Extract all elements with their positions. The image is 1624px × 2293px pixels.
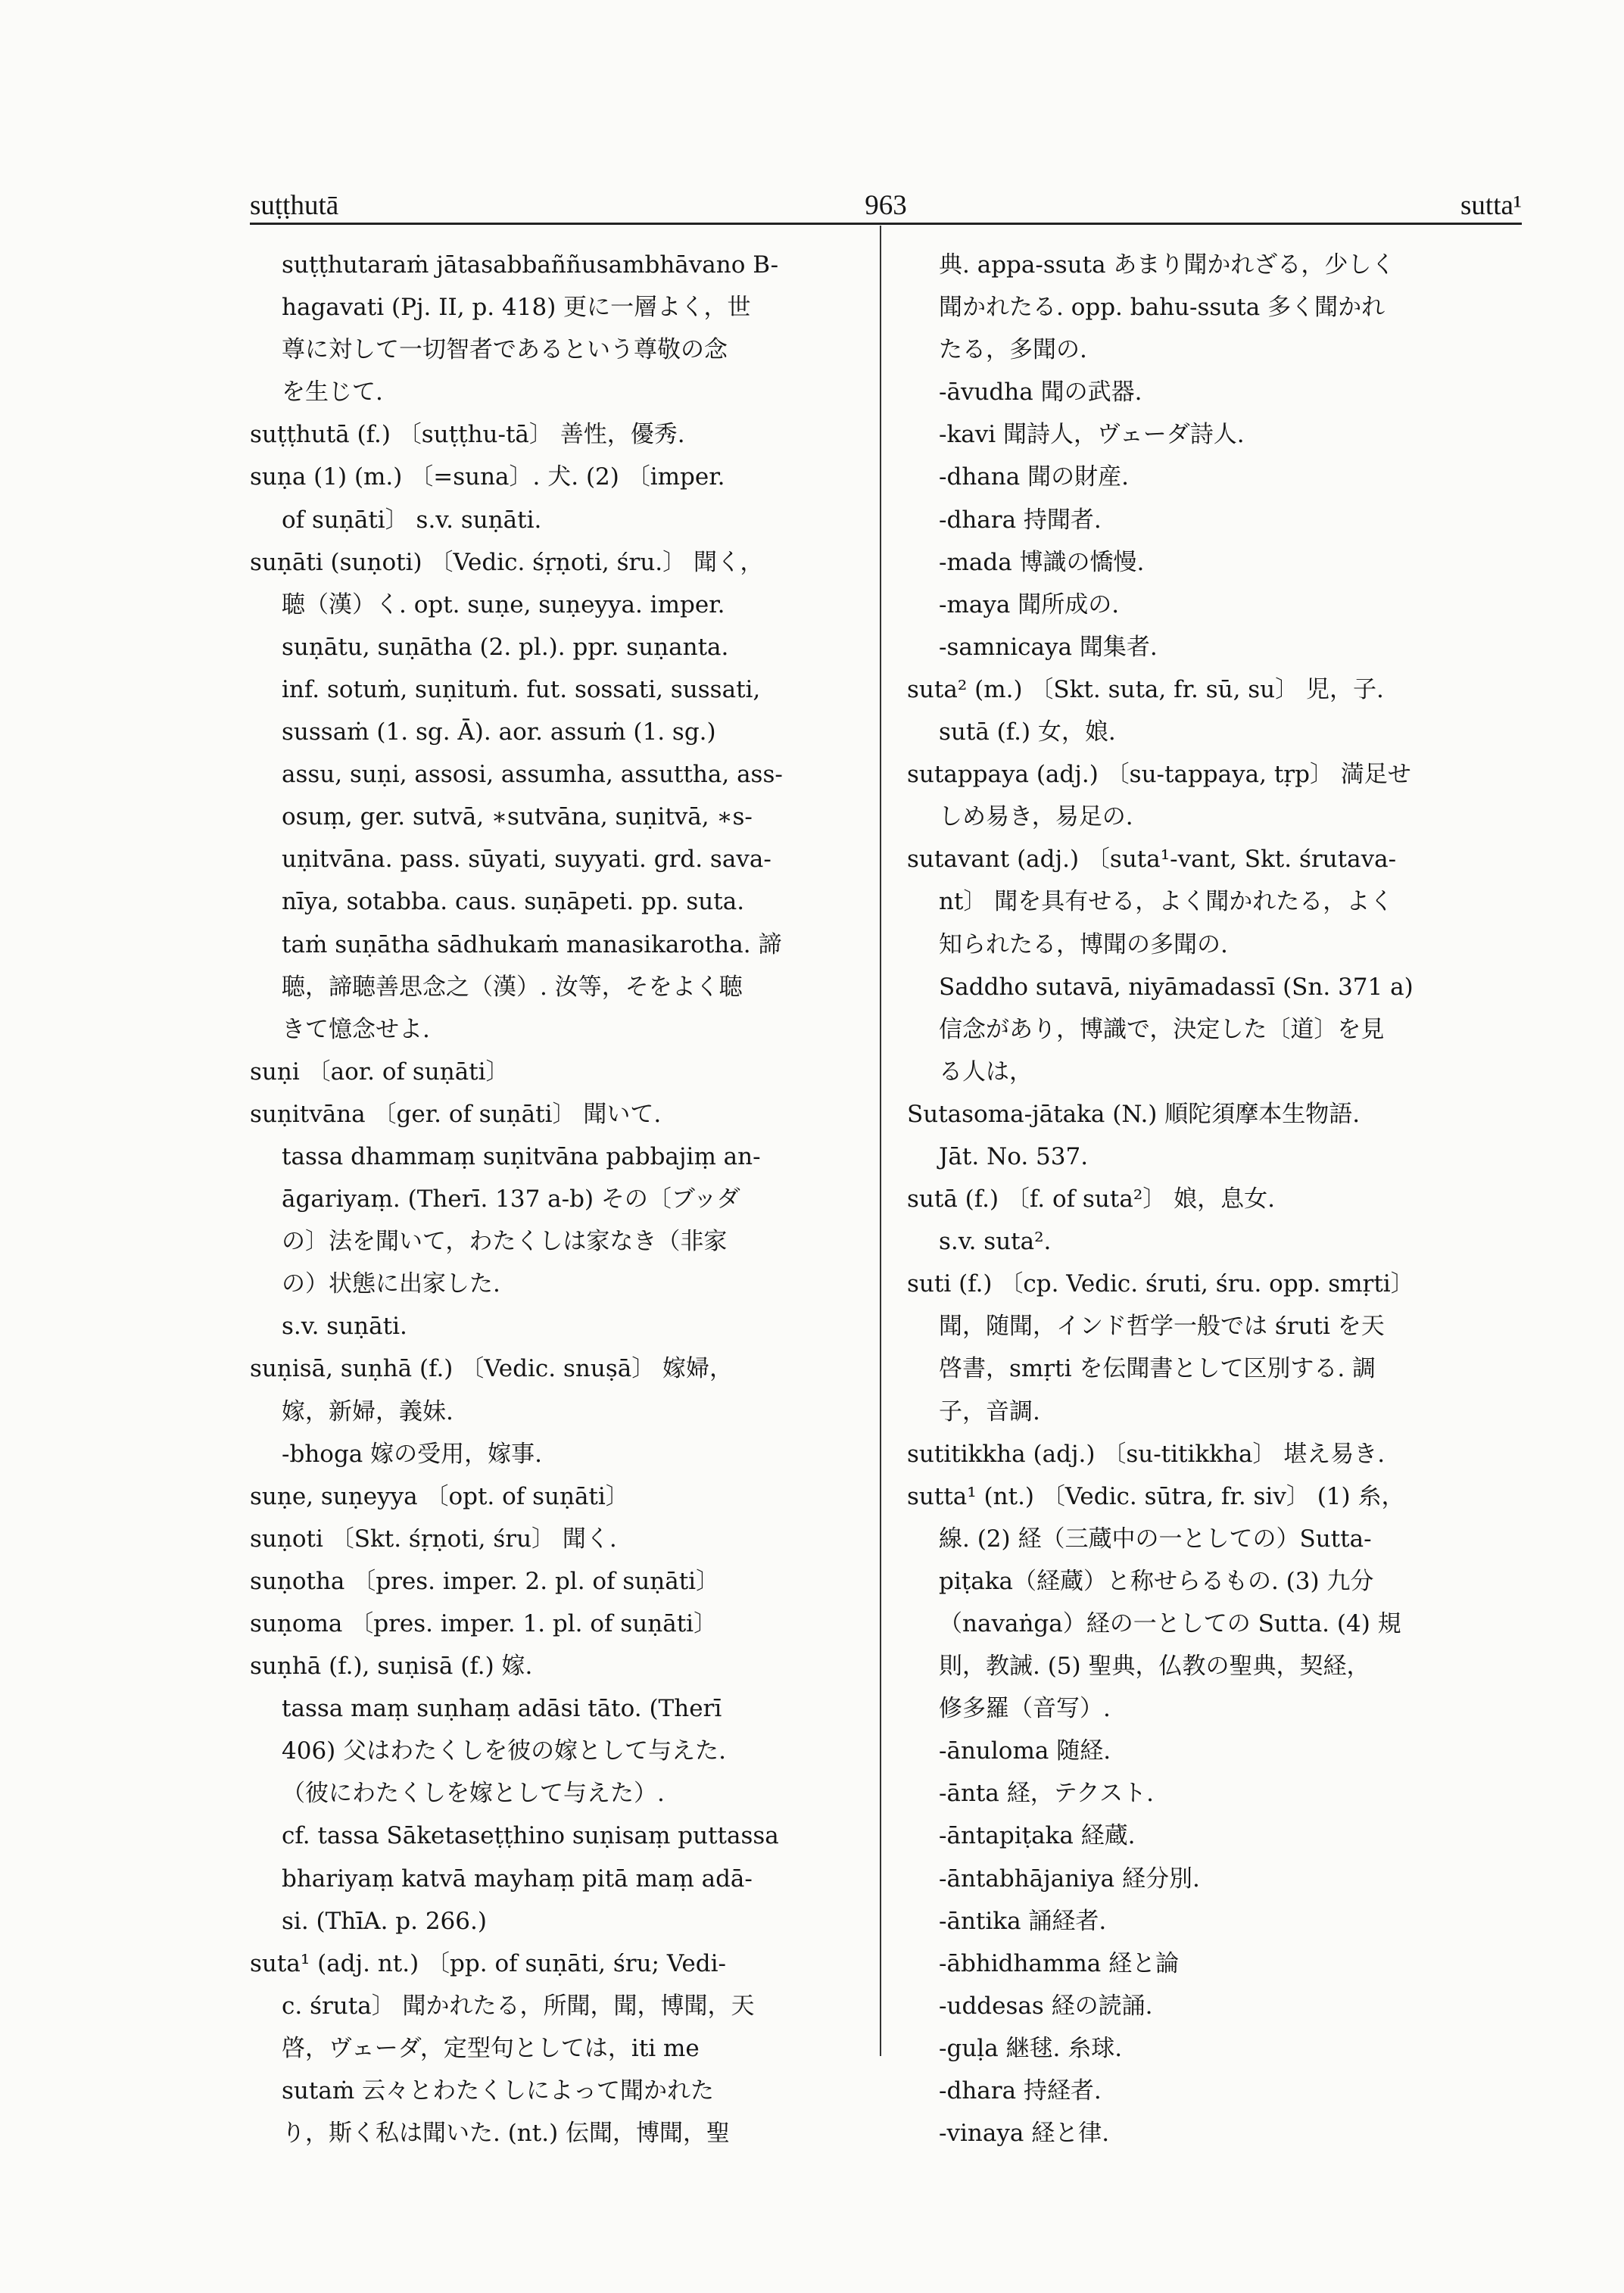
entry-continuation-line: 聞，随聞，インド哲学一般では śruti を天: [939, 1313, 1385, 1341]
entry-continuation-line: Jāt. No. 537.: [939, 1142, 1089, 1170]
entry-continuation-line: -dhana 聞の財産.: [939, 463, 1129, 491]
header-right-guide-word: sutta¹: [1460, 190, 1522, 221]
entry-continuation-line: taṁ suṇātha sādhukaṁ manasikarotha. 諦: [282, 930, 782, 958]
entry-continuation-line: nt〕 聞を具有せる，よく聞かれたる，よく: [939, 888, 1394, 916]
entry-continuation-line: suṭṭhutaraṁ jātasabbaññusambhāvano B-: [282, 251, 779, 279]
entry-continuation-line: sussaṁ (1. sg. Ā). aor. assuṁ (1. sg.): [282, 718, 716, 746]
entry-continuation-line: 典. appa-ssuta あまり聞かれざる，少しく: [939, 251, 1395, 279]
entry-headword-line: suṇa (1) (m.) 〔=suna〕. 犬. (2) 〔imper.: [250, 463, 725, 491]
entry-continuation-line: assu, suṇi, assosi, assumha, assuttha, ass-: [282, 761, 783, 789]
entry-continuation-line: tassa dhammaṃ suṇitvāna pabbajiṃ an-: [282, 1142, 761, 1170]
entry-headword-line: sutappaya (adj.) 〔su-tappaya, tṛp〕 満足せ: [907, 761, 1411, 789]
entry-headword-line: sutā (f.) 〔f. of suta²〕 娘，息女.: [907, 1185, 1275, 1213]
entry-continuation-line: 線. (2) 経（三蔵中の一としての）Sutta-: [939, 1525, 1372, 1553]
entry-headword-line: suṇe, suṇeyya 〔opt. of suṇāti〕: [250, 1482, 629, 1510]
entry-headword-line: suṭṭhutā (f.) 〔suṭṭhu-tā〕 善性，優秀.: [250, 421, 685, 449]
entry-continuation-line: bhariyaṃ katvā mayhaṃ pitā maṃ adā-: [282, 1865, 753, 1893]
entry-continuation-line: -uddesas 経の読誦.: [939, 1992, 1153, 2020]
entry-headword-line: suṇoma 〔pres. imper. 1. pl. of suṇāti〕: [250, 1610, 718, 1637]
entry-continuation-line: -maya 聞所成の.: [939, 590, 1120, 618]
entry-continuation-line: -ānuloma 随経.: [939, 1737, 1111, 1765]
entry-headword-line: sutitikkha (adj.) 〔su-titikkha〕 堪え易き.: [907, 1440, 1386, 1468]
entry-continuation-line: -dhara 持聞者.: [939, 506, 1102, 534]
entry-continuation-line: （navaṅga）経の一としての Sutta. (4) 規: [939, 1610, 1401, 1637]
entry-continuation-line: 修多羅（音写）.: [939, 1695, 1111, 1723]
entry-headword-line: sutta¹ (nt.) 〔Vedic. sūtra, fr. siv〕 (1) 糸，: [907, 1482, 1405, 1510]
entry-continuation-line: si. (ThīA. p. 266.): [282, 1907, 487, 1935]
entry-continuation-line: 知られたる，博聞の多聞の.: [939, 930, 1228, 958]
page-number: 963: [865, 190, 907, 221]
entry-continuation-line: 聴，諦聴善思念之（漢）. 汝等，そをよく聴: [282, 973, 743, 1001]
entry-headword-line: Sutasoma-jātaka (N.) 順陀須摩本生物語.: [907, 1100, 1361, 1128]
running-header: [250, 180, 1522, 223]
entry-continuation-line: -guḷa 継毬. 糸球.: [939, 2034, 1123, 2062]
entry-continuation-line: -ābhidhamma 経と論: [939, 1949, 1180, 1977]
entry-continuation-line: の〕法を聞いて，わたくしは家なき（非家: [282, 1228, 728, 1256]
entry-headword-line: suṇhā (f.), suṇisā (f.) 嫁.: [250, 1653, 533, 1681]
entry-continuation-line: inf. sotuṁ, suṇituṁ. fut. sossati, sussati,: [282, 675, 761, 703]
entry-continuation-line: を生じて.: [282, 379, 383, 407]
entry-continuation-line: -āvudha 聞の武器.: [939, 379, 1142, 407]
header-left-guide-word: suṭṭhutā: [250, 190, 339, 221]
entry-continuation-line: 嫁，新婦，義妹.: [282, 1397, 454, 1425]
entry-continuation-line: Saddho sutavā, niyāmadassī (Sn. 371 a): [939, 973, 1414, 1001]
entry-continuation-line: 啓書，smṛti を伝聞書として区別する. 調: [939, 1355, 1376, 1383]
entry-continuation-line: しめ易き，易足の.: [939, 803, 1133, 831]
entry-continuation-line: 則，教誡. (5) 聖典，仏教の聖典，契経，: [939, 1653, 1370, 1681]
entry-headword-line: suti (f.) 〔cp. Vedic. śruti, śru. opp. smṛti〕: [907, 1270, 1414, 1298]
entry-headword-line: suta² (m.) 〔Skt. suta, fr. sū, su〕 児，子.: [907, 675, 1384, 703]
entry-continuation-line: 尊に対して一切智者であるという尊敬の念: [282, 336, 728, 364]
entry-continuation-line: s.v. suṇāti.: [282, 1313, 407, 1341]
entry-continuation-line: of suṇāti〕 s.v. suṇāti.: [282, 506, 542, 534]
entry-headword-line: suta¹ (adj. nt.) 〔pp. of suṇāti, śru; Vedi-: [250, 1949, 726, 1977]
entry-continuation-line: cf. tassa Sāketaseṭṭhino suṇisaṃ puttassa: [282, 1822, 779, 1850]
entry-continuation-line: nīya, sotabba. caus. suṇāpeti. pp. suta.: [282, 888, 745, 916]
entry-continuation-line: -dhara 持経者.: [939, 2077, 1102, 2105]
entry-continuation-line: きて憶念せよ.: [282, 1015, 430, 1043]
entry-continuation-line: 子，音調.: [939, 1397, 1040, 1425]
entry-continuation-line: s.v. suta².: [939, 1228, 1052, 1256]
entry-continuation-line: -vinaya 経と律.: [939, 2120, 1110, 2148]
entry-continuation-line: -āntika 誦経者.: [939, 1907, 1107, 1935]
entry-continuation-line: suṇātu, suṇātha (2. pl.). ppr. suṇanta.: [282, 633, 729, 661]
entry-continuation-line: -bhoga 嫁の受用，嫁事.: [282, 1440, 542, 1468]
entry-continuation-line: 406) 父はわたくしを彼の嫁として与えた.: [282, 1737, 726, 1765]
entry-headword-line: suṇāti (suṇoti) 〔Vedic. śṛṇoti, śru.〕 聞く，: [250, 548, 764, 576]
entry-continuation-line: 聴（漢）く. opt. suṇe, suṇeyya. imper.: [282, 590, 725, 618]
entry-continuation-line: の）状態に出家した.: [282, 1270, 500, 1298]
entry-headword-line: suṇisā, suṇhā (f.) 〔Vedic. snuṣā〕 嫁婦，: [250, 1355, 734, 1383]
entry-continuation-line: -samnicaya 聞集者.: [939, 633, 1158, 661]
entry-continuation-line: piṭaka（経蔵）と称せらるもの. (3) 九分: [939, 1567, 1374, 1595]
entry-continuation-line: sutaṁ 云々とわたくしによって聞かれた: [282, 2077, 715, 2105]
entry-continuation-line: osuṃ, ger. sutvā, ∗sutvāna, suṇitvā, ∗s-: [282, 803, 753, 831]
entry-headword-line: suṇotha 〔pres. imper. 2. pl. of suṇāti〕: [250, 1567, 720, 1595]
entry-headword-line: suṇoti 〔Skt. śṛṇoti, śru〕 聞く.: [250, 1525, 617, 1553]
entry-continuation-line: -ānta 経，テクスト.: [939, 1780, 1155, 1808]
entry-headword-line: suṇi 〔aor. of suṇāti〕: [250, 1058, 510, 1086]
entry-continuation-line: たる，多聞の.: [939, 336, 1087, 364]
column-divider: [880, 226, 881, 2056]
entry-continuation-line: り，斯く私は聞いた. (nt.) 伝聞，博聞，聖: [282, 2120, 731, 2148]
entry-continuation-line: る人は，: [939, 1058, 1033, 1086]
entry-headword-line: sutavant (adj.) 〔suta¹-vant, Skt. śrutava-: [907, 846, 1397, 874]
entry-headword-line: suṇitvāna 〔ger. of suṇāti〕 聞いて.: [250, 1100, 662, 1128]
entry-continuation-line: 信念があり，博識で，決定した〔道〕を見: [939, 1015, 1385, 1043]
entry-continuation-line: tassa maṃ suṇhaṃ adāsi tāto. (Therī: [282, 1695, 722, 1723]
right-column: [907, 244, 1520, 2154]
entry-continuation-line: -mada 博識の憍慢.: [939, 548, 1145, 576]
entry-continuation-line: 啓，ヴェーダ，定型句としては，iti me: [282, 2034, 700, 2062]
entry-continuation-line: （彼にわたくしを嫁として与えた）.: [282, 1780, 665, 1808]
entry-continuation-line: āgariyaṃ. (Therī. 137 a-b) その〔ブッダ: [282, 1185, 740, 1213]
entry-continuation-line: sutā (f.) 女，娘.: [939, 718, 1116, 746]
entry-continuation-line: -āntapiṭaka 経蔵.: [939, 1822, 1136, 1850]
entry-continuation-line: -kavi 聞詩人，ヴェーダ詩人.: [939, 421, 1245, 449]
entry-continuation-line: hagavati (Pj. II, p. 418) 更に一層よく，世: [282, 294, 751, 322]
entry-continuation-line: -āntabhājaniya 経分別.: [939, 1865, 1200, 1893]
entry-continuation-line: 聞かれたる. opp. bahu-ssuta 多く聞かれ: [939, 294, 1386, 322]
left-column: [250, 244, 863, 2154]
header-rule: [250, 223, 1522, 225]
entry-continuation-line: c. śruta〕 聞かれたる，所聞，聞，博聞，天: [282, 1992, 755, 2020]
entry-continuation-line: uṇitvāna. pass. sūyati, suyyati. grd. sava-: [282, 846, 771, 874]
